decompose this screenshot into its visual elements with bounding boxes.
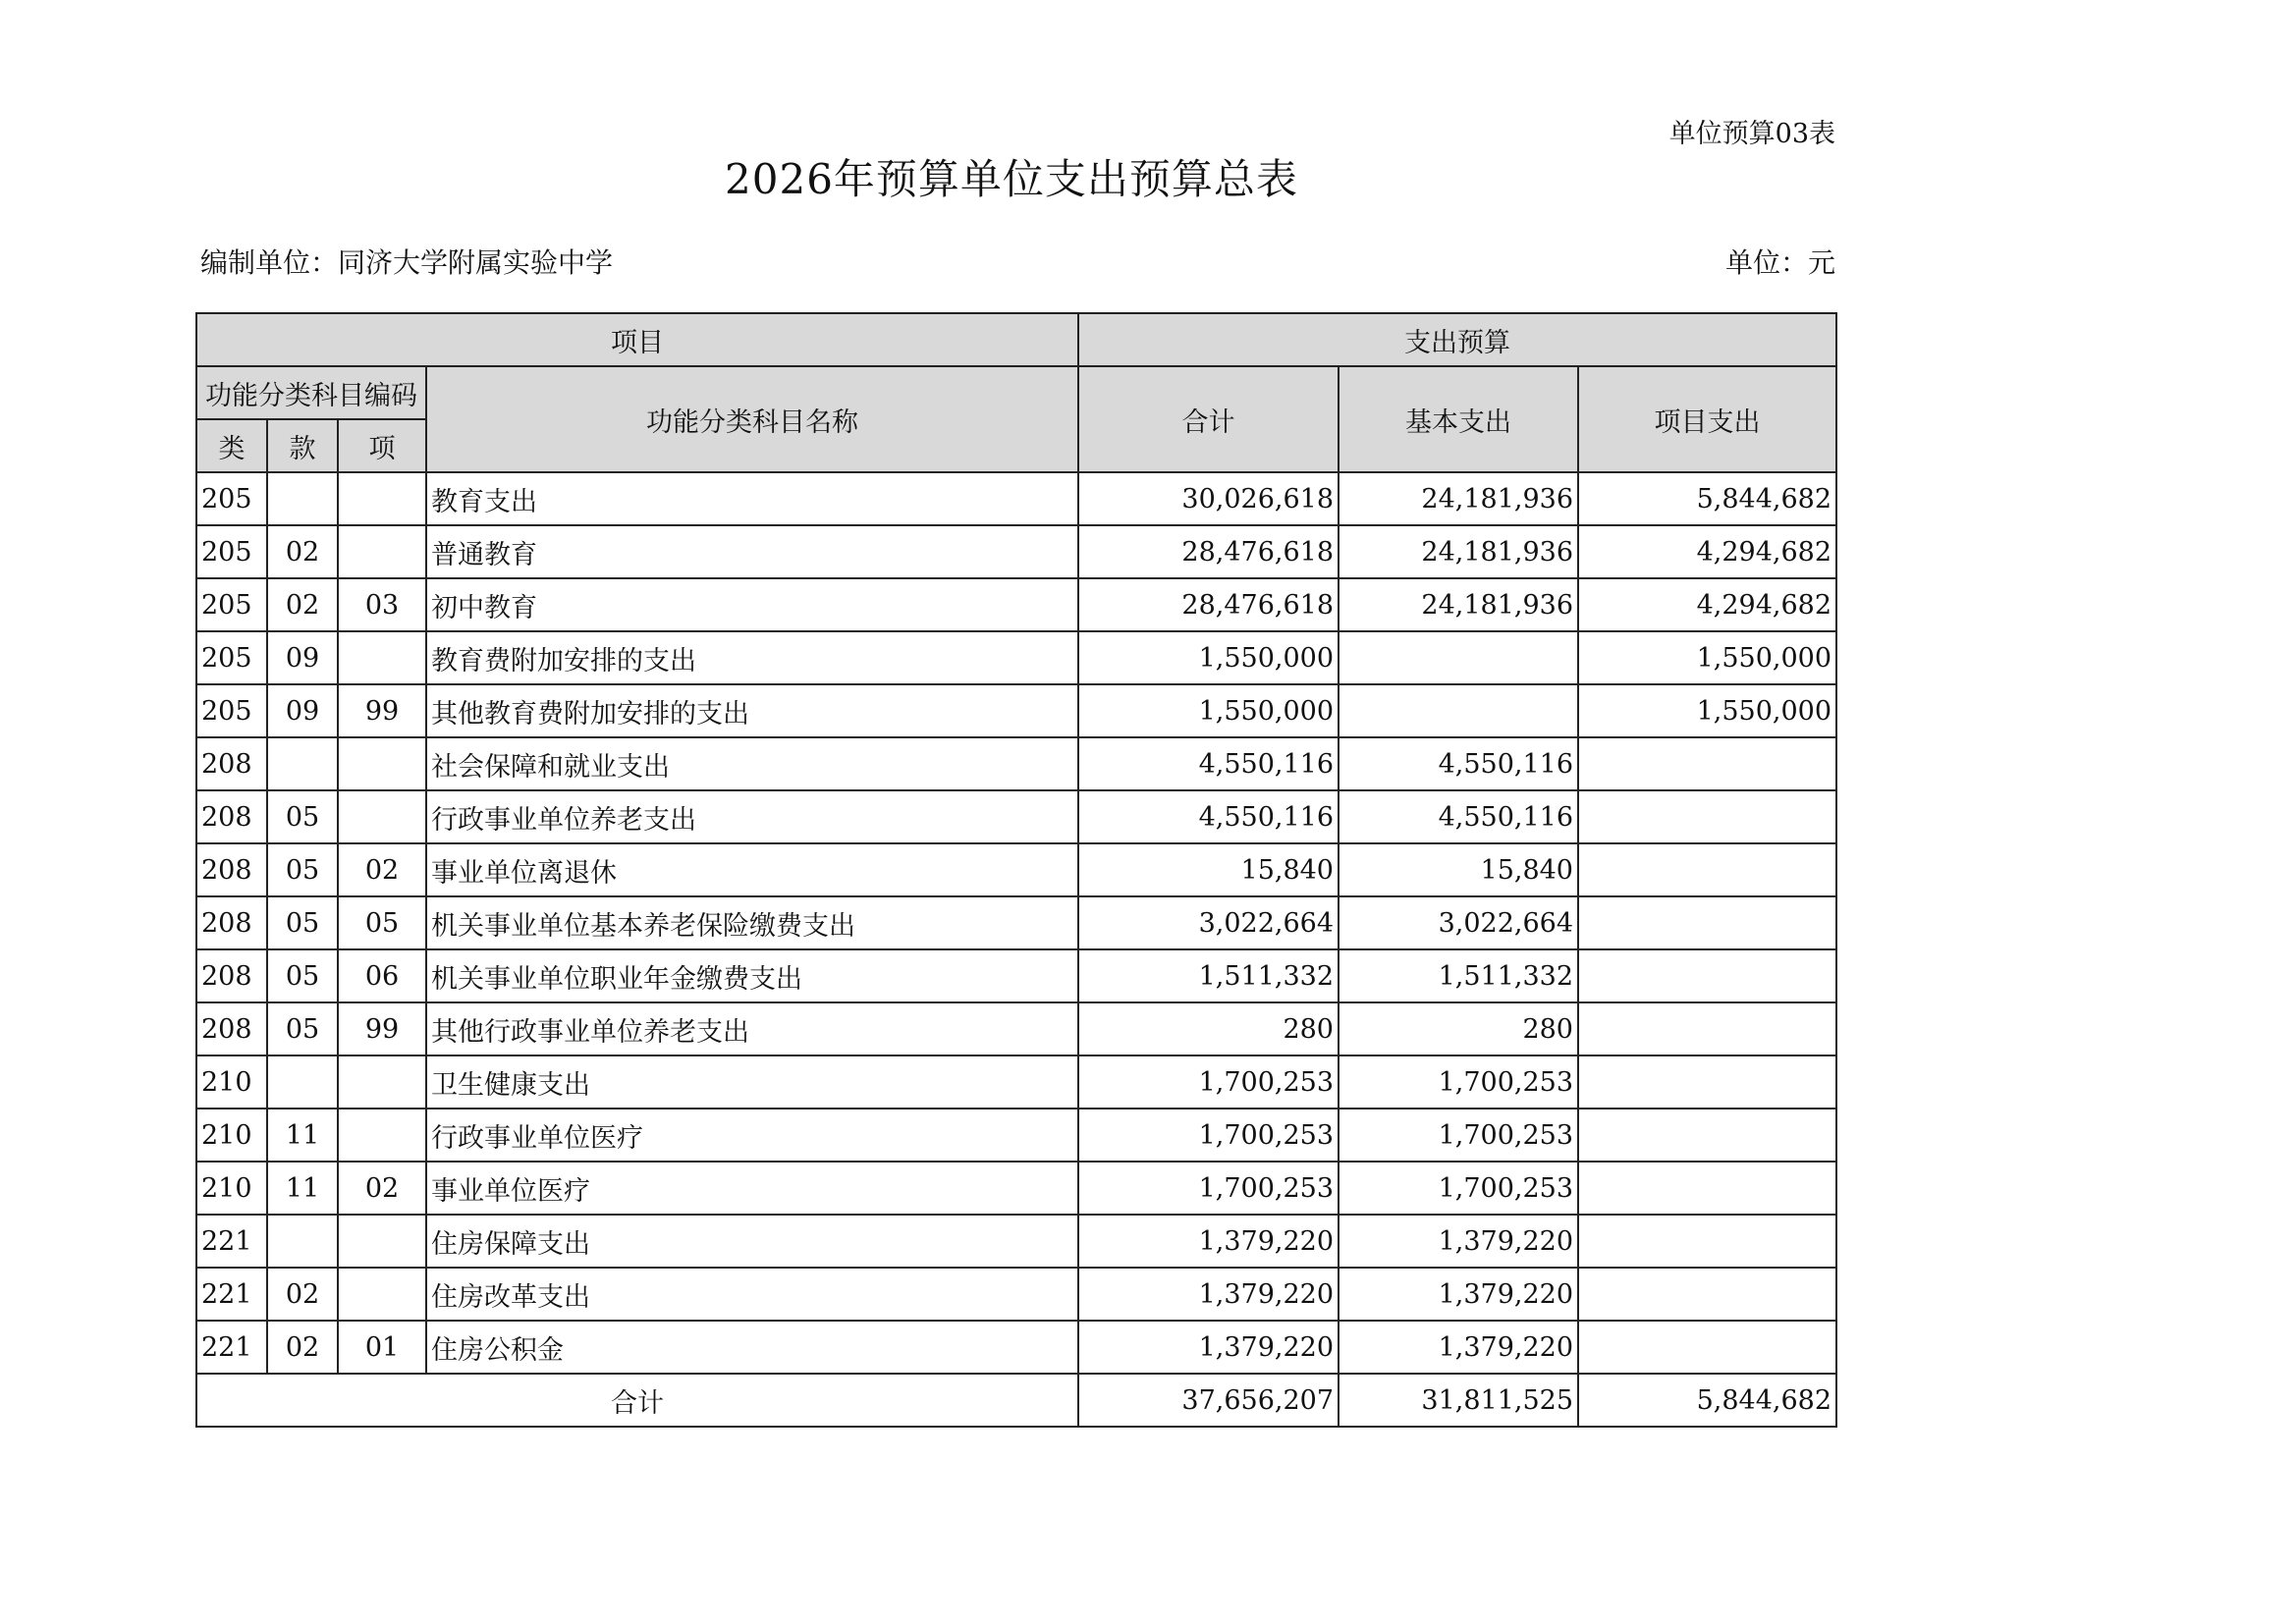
cell-lei: 208: [196, 790, 267, 843]
cell-lei: 210: [196, 1055, 267, 1109]
table-row: [196, 1109, 1836, 1162]
cell-total: 1,700,253: [1078, 1055, 1339, 1109]
cell-basic: 280: [1339, 1002, 1578, 1055]
cell-project: 4,294,682: [1578, 525, 1836, 578]
cell-xiang: 01: [338, 1321, 426, 1374]
cell-total: 1,550,000: [1078, 684, 1339, 737]
cell-xiang: [338, 1215, 426, 1268]
cell-basic: 1,379,220: [1339, 1215, 1578, 1268]
cell-total: 28,476,618: [1078, 578, 1339, 631]
cell-name: 行政事业单位医疗: [426, 1109, 1078, 1162]
cell-name: 卫生健康支出: [426, 1055, 1078, 1109]
cell-lei: 205: [196, 472, 267, 525]
cell-lei: 210: [196, 1109, 267, 1162]
cell-kuan: 11: [267, 1109, 338, 1162]
cell-lei: 205: [196, 631, 267, 684]
cell-name: 初中教育: [426, 578, 1078, 631]
table-row: [196, 525, 1836, 578]
cell-lei: 208: [196, 843, 267, 896]
cell-xiang: [338, 737, 426, 790]
cell-kuan: 02: [267, 1268, 338, 1321]
summary-row: [196, 1374, 1836, 1427]
table-row: [196, 1055, 1836, 1109]
header-xiang: 项: [338, 419, 426, 472]
form-code: 单位预算03表: [1668, 119, 1835, 149]
header-project-exp: 项目支出: [1578, 366, 1836, 472]
cell-project: 1,550,000: [1578, 631, 1836, 684]
cell-total: 15,840: [1078, 843, 1339, 896]
table-header: [196, 313, 1836, 472]
cell-kuan: 02: [267, 1321, 338, 1374]
cell-name: 住房保障支出: [426, 1215, 1078, 1268]
cell-lei: 208: [196, 1002, 267, 1055]
cell-total: 28,476,618: [1078, 525, 1339, 578]
cell-xiang: 99: [338, 684, 426, 737]
cell-xiang: 99: [338, 1002, 426, 1055]
unit-label: 单位：元: [1724, 246, 1835, 279]
cell-project: 4,294,682: [1578, 578, 1836, 631]
table-footer: [196, 1374, 1836, 1427]
cell-name: 机关事业单位职业年金缴费支出: [426, 949, 1078, 1002]
cell-lei: 221: [196, 1321, 267, 1374]
summary-label: 合计: [196, 1374, 1078, 1427]
cell-basic: 1,379,220: [1339, 1268, 1578, 1321]
cell-total: 3,022,664: [1078, 896, 1339, 949]
cell-kuan: 11: [267, 1162, 338, 1215]
cell-name: 普通教育: [426, 525, 1078, 578]
cell-kuan: 02: [267, 578, 338, 631]
cell-name: 教育支出: [426, 472, 1078, 525]
cell-project: [1578, 1002, 1836, 1055]
cell-basic: 24,181,936: [1339, 525, 1578, 578]
cell-lei: 205: [196, 578, 267, 631]
header-basic: 基本支出: [1339, 366, 1578, 472]
cell-basic: [1339, 684, 1578, 737]
cell-xiang: [338, 631, 426, 684]
table-row: [196, 1162, 1836, 1215]
cell-kuan: 02: [267, 525, 338, 578]
cell-name: 事业单位医疗: [426, 1162, 1078, 1215]
cell-xiang: [338, 1109, 426, 1162]
cell-project: [1578, 896, 1836, 949]
table-row: [196, 631, 1836, 684]
cell-name: 事业单位离退休: [426, 843, 1078, 896]
cell-total: 1,700,253: [1078, 1162, 1339, 1215]
cell-basic: 24,181,936: [1339, 578, 1578, 631]
summary-basic: 31,811,525: [1339, 1374, 1578, 1427]
cell-name: 机关事业单位基本养老保险缴费支出: [426, 896, 1078, 949]
cell-total: 1,550,000: [1078, 631, 1339, 684]
cell-kuan: [267, 1215, 338, 1268]
cell-project: [1578, 1321, 1836, 1374]
cell-basic: 1,511,332: [1339, 949, 1578, 1002]
cell-basic: 3,022,664: [1339, 896, 1578, 949]
cell-project: [1578, 1215, 1836, 1268]
cell-project: [1578, 1109, 1836, 1162]
cell-total: 4,550,116: [1078, 737, 1339, 790]
cell-kuan: 05: [267, 896, 338, 949]
cell-lei: 221: [196, 1215, 267, 1268]
table-row: [196, 1268, 1836, 1321]
table-row: [196, 843, 1836, 896]
cell-lei: 210: [196, 1162, 267, 1215]
cell-kuan: 09: [267, 631, 338, 684]
cell-project: 1,550,000: [1578, 684, 1836, 737]
cell-basic: 1,700,253: [1339, 1162, 1578, 1215]
cell-basic: [1339, 631, 1578, 684]
header-expenditure-budget: 支出预算: [1078, 313, 1836, 366]
header-total: 合计: [1078, 366, 1339, 472]
cell-total: 30,026,618: [1078, 472, 1339, 525]
table-row: [196, 1215, 1836, 1268]
cell-lei: 208: [196, 949, 267, 1002]
cell-name: 其他行政事业单位养老支出: [426, 1002, 1078, 1055]
header-kuan: 款: [267, 419, 338, 472]
cell-kuan: [267, 472, 338, 525]
header-project: 项目: [196, 313, 1078, 366]
cell-name: 其他教育费附加安排的支出: [426, 684, 1078, 737]
cell-total: 280: [1078, 1002, 1339, 1055]
table-row: [196, 790, 1836, 843]
cell-basic: 4,550,116: [1339, 737, 1578, 790]
cell-basic: 1,700,253: [1339, 1109, 1578, 1162]
cell-basic: 1,379,220: [1339, 1321, 1578, 1374]
cell-xiang: 02: [338, 1162, 426, 1215]
cell-name: 教育费附加安排的支出: [426, 631, 1078, 684]
table-row: [196, 949, 1836, 1002]
cell-name: 行政事业单位养老支出: [426, 790, 1078, 843]
table-body: [196, 472, 1836, 1374]
cell-basic: 4,550,116: [1339, 790, 1578, 843]
cell-kuan: 05: [267, 1002, 338, 1055]
cell-xiang: [338, 1055, 426, 1109]
cell-total: 1,379,220: [1078, 1215, 1339, 1268]
cell-basic: 24,181,936: [1339, 472, 1578, 525]
cell-project: [1578, 1268, 1836, 1321]
compiler-label: 编制单位：同济大学附属实验中学: [200, 246, 614, 279]
header-func-code: 功能分类科目编码: [196, 366, 426, 419]
cell-lei: 208: [196, 737, 267, 790]
cell-xiang: [338, 1268, 426, 1321]
table-row: [196, 737, 1836, 790]
cell-xiang: [338, 472, 426, 525]
cell-kuan: 05: [267, 843, 338, 896]
cell-kuan: [267, 737, 338, 790]
budget-table: [195, 312, 1837, 1428]
cell-xiang: [338, 790, 426, 843]
cell-kuan: 09: [267, 684, 338, 737]
cell-project: [1578, 790, 1836, 843]
cell-project: [1578, 843, 1836, 896]
cell-name: 社会保障和就业支出: [426, 737, 1078, 790]
cell-xiang: 05: [338, 896, 426, 949]
cell-xiang: [338, 525, 426, 578]
cell-kuan: [267, 1055, 338, 1109]
header-func-name: 功能分类科目名称: [426, 366, 1078, 472]
table-row: [196, 896, 1836, 949]
cell-xiang: 02: [338, 843, 426, 896]
table-row: [196, 472, 1836, 525]
cell-xiang: 06: [338, 949, 426, 1002]
cell-total: 4,550,116: [1078, 790, 1339, 843]
cell-basic: 15,840: [1339, 843, 1578, 896]
summary-total: 37,656,207: [1078, 1374, 1339, 1427]
cell-lei: 221: [196, 1268, 267, 1321]
cell-project: [1578, 1162, 1836, 1215]
cell-kuan: 05: [267, 949, 338, 1002]
cell-basic: 1,700,253: [1339, 1055, 1578, 1109]
cell-total: 1,379,220: [1078, 1321, 1339, 1374]
cell-total: 1,379,220: [1078, 1268, 1339, 1321]
cell-project: 5,844,682: [1578, 472, 1836, 525]
table-row: [196, 1002, 1836, 1055]
summary-project: 5,844,682: [1578, 1374, 1836, 1427]
cell-total: 1,511,332: [1078, 949, 1339, 1002]
cell-project: [1578, 949, 1836, 1002]
cell-total: 1,700,253: [1078, 1109, 1339, 1162]
cell-project: [1578, 737, 1836, 790]
cell-project: [1578, 1055, 1836, 1109]
page-title: 2026年预算单位支出预算总表: [725, 155, 1298, 203]
cell-name: 住房公积金: [426, 1321, 1078, 1374]
cell-lei: 205: [196, 525, 267, 578]
cell-lei: 205: [196, 684, 267, 737]
header-lei: 类: [196, 419, 267, 472]
table-row: [196, 578, 1836, 631]
cell-kuan: 05: [267, 790, 338, 843]
table-row: [196, 684, 1836, 737]
cell-lei: 208: [196, 896, 267, 949]
cell-name: 住房改革支出: [426, 1268, 1078, 1321]
cell-xiang: 03: [338, 578, 426, 631]
table-row: [196, 1321, 1836, 1374]
